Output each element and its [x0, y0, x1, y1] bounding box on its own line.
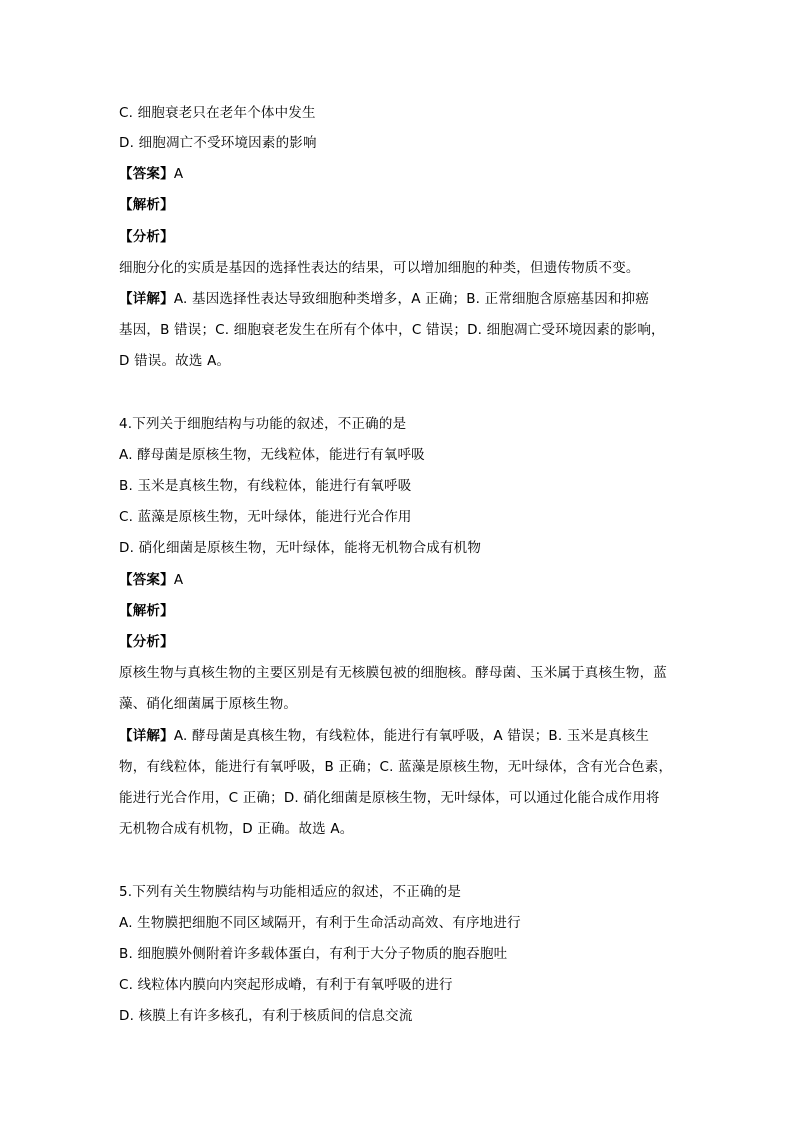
q3-answer	[119, 164, 183, 184]
q5-option-d: D. 核膜上有许多核孔，有利于核质间的信息交流	[119, 1008, 413, 1024]
q4-detail-label: 【详解】	[119, 728, 174, 744]
q4-option-a: A. 酵母菌是原核生物，无线粒体，能进行有氧呼吸	[119, 447, 425, 463]
q5-option-c: C. 线粒体内膜向内突起形成嵴，有利于有氧呼吸的进行	[119, 977, 453, 993]
q4-detail-text: A. 酵母菌是真核生物，有线粒体，能进行有氧呼吸，A 错误；B. 玉米是真核生	[173, 728, 650, 744]
q4-option-b: B. 玉米是真核生物，有线粒体，能进行有氧呼吸	[119, 478, 412, 494]
q4-answer-value: A	[173, 572, 184, 588]
q3-detail-line	[119, 289, 649, 309]
q4-answer-label: 【答案】	[119, 572, 174, 588]
q4-detail-line: 物，有线粒体，能进行有氧呼吸，B 正确；C. 蓝藻是原核生物，无叶绿体，含有光合色素，	[119, 759, 673, 775]
q3-option-c: C. 细胞衰老只在老年个体中发生	[119, 105, 316, 121]
q3-option-d: D. 细胞凋亡不受环境因素的影响	[119, 135, 317, 151]
q3-analysis-label: 【解析】	[119, 197, 174, 213]
q4-detail-line: 能进行光合作用，C 正确；D. 硝化细菌是原核生物，无叶绿体，可以通过化能合成作用将	[119, 790, 660, 806]
q5-option-a: A. 生物膜把细胞不同区域隔开，有利于生命活动高效、有序地进行	[119, 915, 521, 931]
q4-detail-line	[119, 726, 649, 746]
q4-fenxi-line: 原核生物与真核生物的主要区别是有无核膜包被的细胞核。酵母菌、玉米属于真核生物，蓝	[119, 665, 667, 681]
q3-detail-line: D 错误。故选 A。	[119, 353, 231, 369]
q4-fenxi-label: 【分析】	[119, 634, 174, 650]
q4-stem: 4.下列关于细胞结构与功能的叙述，不正确的是	[119, 416, 407, 432]
q3-detail-text: A. 基因选择性表达导致细胞种类增多，A 正确；B. 正常细胞含原癌基因和抑癌	[173, 291, 650, 307]
q3-answer-value: A	[173, 166, 184, 182]
q4-analysis-label: 【解析】	[119, 603, 174, 619]
q3-detail-line: 基因，B 错误；C. 细胞衰老发生在所有个体中，C 错误；D. 细胞凋亡受环境因素的影响，	[119, 322, 665, 338]
q4-fenxi-line: 藻、硝化细菌属于原核生物。	[119, 696, 298, 712]
q5-option-b: B. 细胞膜外侧附着许多载体蛋白，有利于大分子物质的胞吞胞吐	[119, 946, 508, 962]
q4-detail-line: 无机物合成有机物，D 正确。故选 A。	[119, 821, 354, 837]
q3-fenxi-label: 【分析】	[119, 229, 174, 245]
q4-option-d: D. 硝化细菌是原核生物，无叶绿体，能将无机物合成有机物	[119, 540, 482, 556]
q3-answer-label: 【答案】	[119, 166, 174, 182]
q3-detail-label: 【详解】	[119, 291, 174, 307]
q5-stem: 5.下列有关生物膜结构与功能相适应的叙述，不正确的是	[119, 884, 462, 900]
q3-fenxi-text: 细胞分化的实质是基因的选择性表达的结果，可以增加细胞的种类，但遗传物质不变。	[119, 260, 640, 276]
q4-answer	[119, 570, 183, 590]
q4-option-c: C. 蓝藻是原核生物，无叶绿体，能进行光合作用	[119, 509, 412, 525]
